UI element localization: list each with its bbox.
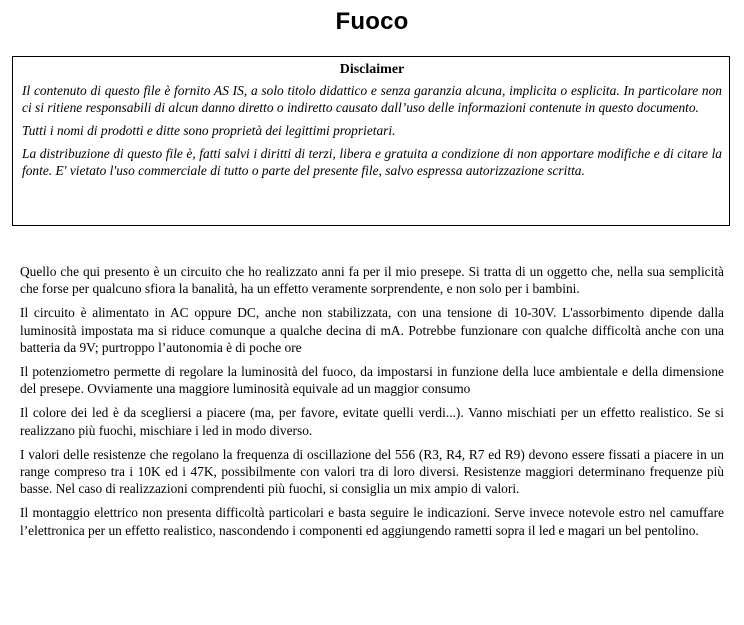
body-paragraph: Il montaggio elettrico non presenta difficoltà particolari e basta seguire le indicazioni. Serve invece notevole estro nel camuffare l’elettronica per un effetto realistico, nascondendo i componenti ed aggiungendo rametti sopra il led e magari un bel pentolino. xyxy=(20,505,724,538)
disclaimer-heading: Disclaimer xyxy=(339,62,405,77)
body-paragraph: I valori delle resistenze che regolano la frequenza di oscillazione del 556 (R3, R4, R7 ed R9) devono essere fissati a piacere in un range compreso tra i 10K ed i 47K, possibilmente con valori tra di loro diversi. Resistenze maggiori determinano frequenze più basse. Nel caso di realizzazioni comprendenti più fuochi, si consiglia un mix ampio di valori. xyxy=(20,446,724,497)
body-paragraph: Il colore dei led è da scegliersi a piacere (ma, per favore, evitate quelli verdi...). Vanno mischiati per un effetto realistico. Se si realizzano più fuochi, mischiare i led in modo diverso. xyxy=(20,405,724,438)
disclaimer-box xyxy=(12,56,730,226)
document-body xyxy=(20,263,724,546)
disclaimer-paragraph: La distribuzione di questo file è, fatti salvi i diritti di terzi, libera e gratuita a condizione di non apportare modifiche e di citare la fonte. E' vietato l'uso commerciale di tutto o parte del presente file, salvo espressa autorizzazione scritta. xyxy=(22,146,722,178)
body-paragraph: Il circuito è alimentato in AC oppure DC, anche non stabilizzata, con una tensione di 10-30V. L'assorbimento dipende dalla luminosità impostata ma si riduce comunque a qualche decina di mA. Potrebbe funzionare con qualche difficoltà anche con una batteria da 9V; purtroppo l’autonomia è di poche ore xyxy=(20,305,724,355)
body-paragraph: Quello che qui presento è un circuito che ho realizzato anni fa per il mio presepe. Si tratta di un oggetto che, nella sua semplicità che forse per qualcuno sfiora la banalità, ha un effetto veramente sorprendente, e non solo per i bambini. xyxy=(20,264,724,297)
body-paragraph: Il potenziometro permette di regolare la luminosità del fuoco, da impostarsi in funzione della luce ambientale e della dimensione del presepe. Ovviamente una maggiore luminosità equivale ad un maggior consumo xyxy=(20,364,724,397)
disclaimer-paragraph: Il contenuto di questo file è fornito AS IS, a solo titolo didattico e senza garanzia alcuna, implicita o esplicita. In particolare non ci si ritiene responsabili di alcun danno diretto o indiretto causato dall’uso delle informazioni contenute in questo documento. xyxy=(22,83,722,115)
disclaimer-paragraph: Tutti i nomi di prodotti e ditte sono proprietà dei legittimi proprietari. xyxy=(22,123,396,138)
page-title: Fuoco xyxy=(335,8,409,35)
